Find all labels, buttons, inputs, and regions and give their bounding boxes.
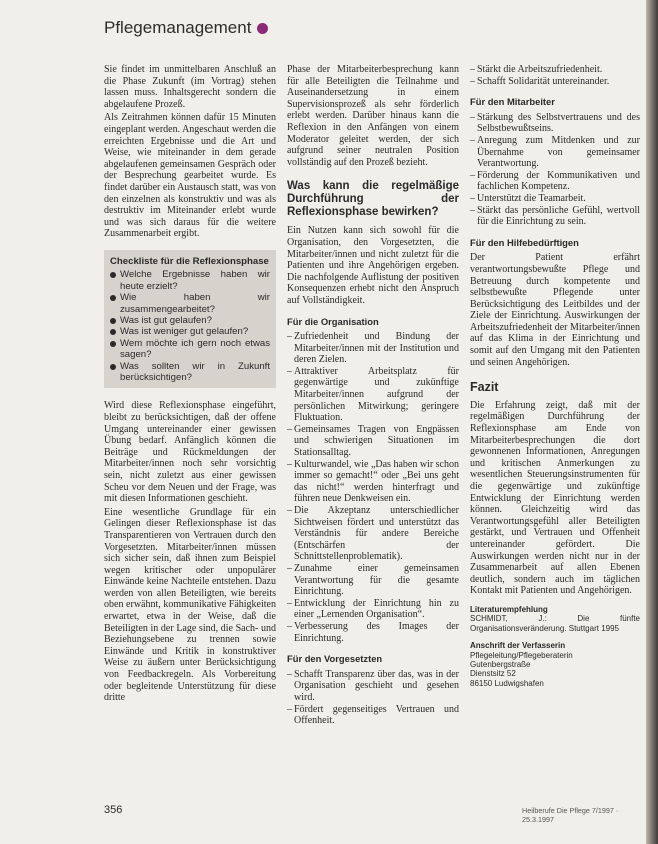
checklist-item: Was ist weniger gut gelaufen? (110, 326, 270, 337)
subheading: Für den Vorgesetzten (287, 653, 383, 665)
subheading: Für den Mitarbeiter (470, 96, 555, 108)
literature-text: SCHMIDT, J.: Die fünfte Organisationsveränderung. Stuttgart 1995 (470, 614, 640, 633)
page-edge (646, 0, 658, 844)
paragraph: Ein Nutzen kann sich sowohl für die Organisation, den Vorgesetzten, die Mitarbeiter/innen und nicht zuletzt für die Patienten und ihre Angehörigen ergeben. Die nachfolgende Auflistung der positiven Konsequenzen erhebt nicht den Anspruch auf Vollständigkeit. (287, 225, 459, 306)
checklist-item: Was ist gut gelaufen? (110, 315, 270, 326)
section-heading: Was kann die regelmäßige Durchführung der Reflexionsphase bewirken? (287, 180, 459, 219)
bullet-icon (110, 272, 116, 278)
paragraph: Phase der Mitarbeiterbesprechung kann für alle Beteiligten die Teilnahme und Auseinandersetzung in einem Supervisionsprozeß als sehr förderlich erlebt werden. Darüber hinaus kann die Reflexion in den Anfängen von einem Moderator geleitet werden, der sich aufgrund seiner neutralen Position vollständig auf den Prozeß bezieht. (287, 64, 459, 168)
list-item: – Zufriedenheit und Bindung der Mitarbeiter/innen mit der Institution und deren Zielen. (287, 331, 459, 366)
column-1 (104, 64, 276, 706)
column-2 (287, 64, 459, 727)
bullet-icon (110, 364, 116, 370)
checklist-item: Wie haben wir zusammengearbeitet? (110, 292, 270, 315)
list-item: – Zunahme einer gemeinsamen Verantwortung für die gesamte Einrichtung. (287, 562, 459, 598)
section-dot-icon (257, 23, 268, 34)
checklist-title: Checkliste für die Reflexionsphase (110, 255, 269, 267)
author-line: Dienstsitz 52 (470, 669, 516, 679)
list-item: – Stärkung des Selbstvertrauens und des Selbstbewußtseins. (470, 111, 640, 135)
checklist-item: Was sollten wir in Zukunft berücksichtigen? (110, 361, 270, 384)
list-item: – Schafft Solidarität untereinander. (470, 75, 610, 87)
list-item: – Verbesserung des Images der Einrichtung. (287, 620, 459, 644)
subheading: Für die Organisation (287, 315, 379, 327)
list-item: – Gemeinsames Tragen von Engpässen und schwierigen Situationen im Stationsalltag. (287, 423, 459, 459)
list-item: – Entwicklung der Einrichtung hin zu einer „Lernenden Organisation“. (287, 597, 459, 621)
paragraph: Eine wesentliche Grundlage für ein Gelingen dieser Reflexionsphase ist das Transparentieren von Vertrauen durch den Vorgesetzten. Mitarbeiter/innen müssen sich sicher sein, daß ihnen zum Beispiel wegen kritischer oder unpopulärer Einwände keine Nachteile entstehen. Dazu werden von allen Beteiligten, wie bereits oben erwähnt, kommunikative Fähigkeiten erwartet, etwa in der Weise, daß die Beteiligten in der Lage sind, die Sach- und Beziehungsebene zu trennen sowie Einwände und Kritik in konstruktiver Weise zu äußern unter Berücksichtigung von Feedbackregeln. Als Vorbereitung oder begleitende Unterstützung für diese dritte (104, 506, 276, 704)
list-item: – Die Akzeptanz unterschiedlicher Sichtweisen fördert und unterstützt das Verständnis für andere Bereiche (Entschärfen der Schnittstellenproblematik). (287, 505, 459, 563)
list-item: – Unterstützt die Teamarbeit. (470, 192, 586, 204)
list-item: – Kulturwandel, wie „Das haben wir schon immer so gemacht!“ oder „Bei uns geht das nicht!“ werden hinterfragt und führen neue Denkweisen ein. (287, 458, 459, 505)
list-item: – Anregung zum Mitdenken und zur Übernahme von gemeinsamer Verantwortung. (470, 134, 640, 170)
paragraph: Wird diese Reflexionsphase eingeführt, bleibt zu berücksichtigen, daß der offene Umgang untereinander einer gewissen Übung bedarf. Anfänglich können die Beiträge und Rückmeldungen der Mitarbeiter/innen noch sehr vorsichtig sein, nicht zuletzt aus einer gewissen Scheu vor dem Neuen und der Frage, was mit diesen Informationen geschieht. (104, 400, 276, 505)
page-number: 356 (104, 804, 123, 816)
paragraph: Als Zeitrahmen können dafür 15 Minuten eingeplant werden. Angeschaut werden die erreichten Ergebnisse und die Art und Weise, wie miteinander in dem gerade abgelaufenen gemeinsamen Gespräch oder der Besprechung gearbeitet wurde. Es findet darüber ein Austausch statt, was von den einzelnen als konstruktiv und was als destruktiv im Miteinander erlebt wurde und was sich daraus für die weitere Zusammenarbeit ergibt. (104, 112, 276, 240)
subheading: Für den Hilfebedürftigen (470, 236, 579, 248)
bullet-icon (110, 341, 116, 347)
list-item: – Attraktiver Arbeitsplatz für gegenwärtige und zukünftige Mitarbeiter/innen aufgrund der persönlichen Mitwirkung; geringere Fluktuation. (287, 365, 459, 424)
fazit-heading: Fazit (470, 380, 499, 395)
author-line: Pflegeleitung/Pflegeberaterin (470, 650, 573, 660)
literature-title: Literaturempfehlung (470, 604, 548, 614)
bullet-icon (110, 295, 116, 301)
checklist-box (104, 250, 276, 388)
paragraph: Die Erfahrung zeigt, daß mit der regelmäßigen Durchführung der Reflexionsphase am Ende von Mitarbeiterbesprechungen die dort gewonnenen Informationen, Anregungen und kritischen Anmerkungen zu wesentlichen Steuerungsinstrumenten für die gegenwärtige und zukünftige Entwicklung der Einrichtung werden können. Gleichzeitig wird das Verantwortungsgefühl aller Beteiligten gestärkt, und Vertrauen und Offenheit untereinander gefördert. Die Auswirkungen werden nicht nur in der Zusammenarbeit auf allen Ebenen deutlich, sondern auch im täglichen Kontakt mit Patienten und Angehörigen. (470, 399, 640, 597)
author-line: Gutenbergstraße (470, 659, 531, 669)
literature-block (470, 605, 640, 633)
list-item: – Förderung der Kommunikativen und fachlichen Kompetenz. (470, 169, 640, 193)
author-title: Anschrift der Verfasserin (470, 641, 566, 651)
section-title: Pflegemanagement (104, 18, 252, 37)
paragraph: Sie findet im unmittelbaren Anschluß an die Phase Zukunft (im Vortrag) stehen lassen muss. Inhaltsgerecht sondern die abgelaufene Prozeß. (104, 64, 276, 110)
page-header (104, 18, 268, 38)
list-item: – Fördert gegenseitiges Vertrauen und Offenheit. (287, 703, 459, 727)
bullet-icon (110, 318, 116, 324)
list-item: – Stärkt das persönliche Gefühl, wertvoll für die Einrichtung zu sein. (470, 204, 640, 228)
author-line: 86150 Ludwigshafen (470, 678, 544, 688)
footer-citation: Heilberufe Die Pflege 7/1997 · 25.3.1997 (522, 806, 619, 824)
list-item: – Stärkt die Arbeitszufriedenheit. (470, 64, 603, 75)
bullet-icon (110, 329, 116, 335)
paragraph: Der Patient erfährt verantwortungsbewußte Pflege und Betreuung durch kompetente und selbstbewußte Pflegende unter Berücksichtigung des Leitbildes und der Ziele der Einrichtung. Auswirkungen der Arbeitszufriedenheit der Mitarbeiter/innen auf das Klima in der Einrichtung und somit auf den Umgang mit den Patienten und seinen Angehörigen. (470, 252, 640, 368)
list-item: – Schafft Transparenz über das, was in der Organisation geschieht und gesehen wird. (287, 668, 459, 703)
checklist-item: Welche Ergebnisse haben wir heute erzielt? (110, 269, 270, 292)
checklist-item: Wem möchte ich gern noch etwas sagen? (110, 338, 270, 361)
column-3 (470, 64, 640, 688)
author-block (470, 641, 640, 688)
